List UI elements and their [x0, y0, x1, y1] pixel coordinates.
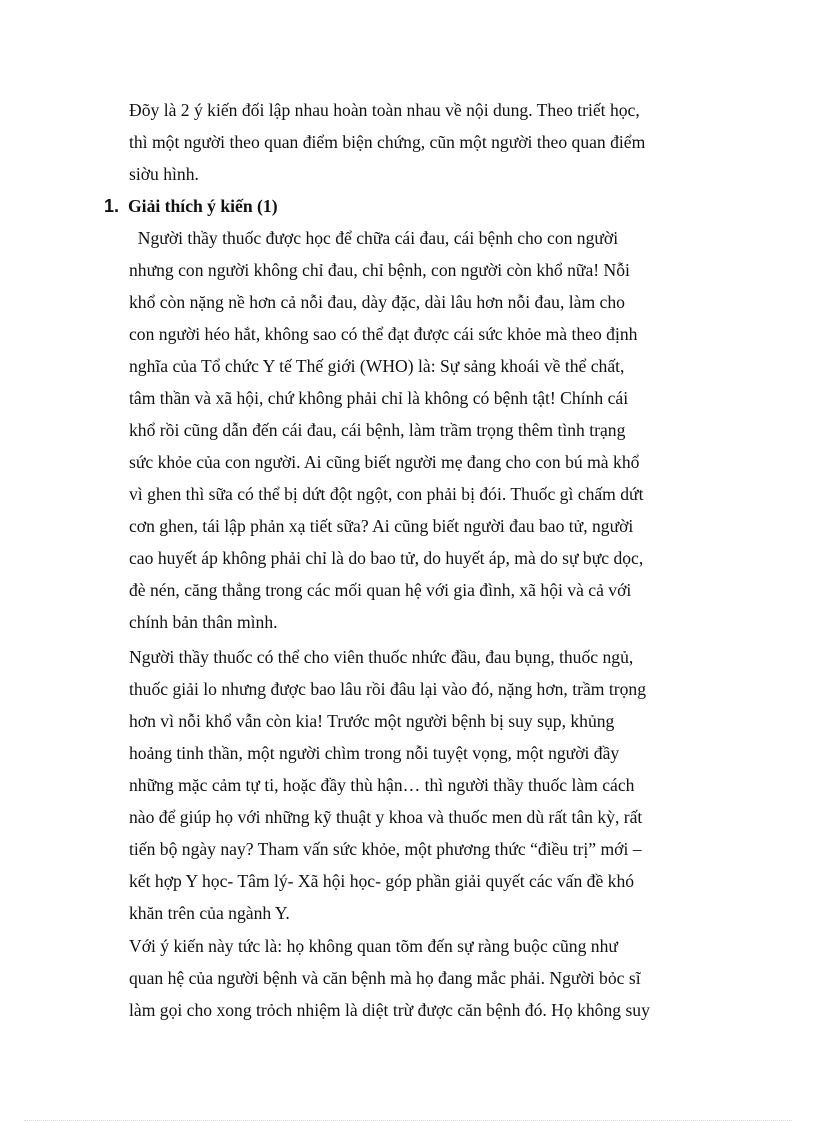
paragraph1-line: khổ rồi cũng dẫn đến cái đau, cái bệnh, làm trầm trọng thêm tình trạng: [129, 420, 626, 440]
section-title: Giải thích ý kiến (1): [128, 196, 278, 216]
intro-line: Đõy là 2 ý kiến đối lập nhau hoàn toàn nhau về nội dung. Theo triết học,: [129, 100, 640, 120]
paragraph2-line: tiến bộ ngày nay? Tham vấn sức khỏe, một phương thức “điều trị” mới –: [129, 839, 642, 859]
paragraph3-line: Với ý kiến này tức là: họ không quan tõm đến sự ràng buộc cũng như: [129, 936, 618, 956]
paragraph1-line: con người héo hắt, không sao có thể đạt được cái sức khỏe mà theo định: [129, 324, 638, 344]
paragraph1-line: vì ghen thì sữa có thể bị dứt đột ngột, con phải bị đói. Thuốc gì chấm dứt: [129, 484, 644, 504]
paragraph1-line: nhưng con người không chỉ đau, chỉ bệnh, con người còn khổ nữa! Nỗi: [129, 260, 630, 280]
paragraph1-line: sức khỏe của con người. Ai cũng biết người mẹ đang cho con bú mà khổ: [129, 452, 640, 472]
paragraph2-line: những mặc cảm tự ti, hoặc đầy thù hận… thì người thầy thuốc làm cách: [129, 775, 635, 795]
page-bottom-divider: [24, 1120, 792, 1121]
paragraph2-line: Người thầy thuốc có thể cho viên thuốc nhức đầu, đau bụng, thuốc ngủ,: [129, 647, 634, 667]
paragraph1-line: nghĩa của Tổ chức Y tế Thế giới (WHO) là: Sự sảng khoái về thể chất,: [129, 356, 625, 376]
paragraph2-line: hoảng tinh thần, một người chìm trong nỗi tuyệt vọng, một người đầy: [129, 743, 620, 763]
paragraph1-line: cơn ghen, tái lập phản xạ tiết sữa? Ai cũng biết người đau bao tử, người: [129, 516, 634, 536]
paragraph1-line: tâm thần và xã hội, chứ không phải chỉ là không có bệnh tật! Chính cái: [129, 388, 629, 408]
intro-line: siờu hình.: [129, 164, 199, 184]
paragraph1-line: Người thầy thuốc được học để chữa cái đau, cái bệnh cho con người: [129, 228, 619, 248]
paragraph2-line: khăn trên của ngành Y.: [129, 903, 290, 923]
intro-line: thì một người theo quan điểm biện chứng, cũn một người theo quan điểm: [129, 132, 646, 152]
section-heading: [104, 190, 278, 222]
paragraph1-line: cao huyết áp không phải chỉ là do bao tử, do huyết áp, mà do sự bực dọc,: [129, 548, 644, 568]
section-number: 1.: [104, 196, 120, 216]
paragraph1-line: khổ còn nặng nề hơn cả nỗi đau, dày đặc, dài lâu hơn nỗi đau, làm cho: [129, 292, 625, 312]
paragraph3-line: quan hệ của người bệnh và căn bệnh mà họ đang mắc phải. Người bỏc sĩ: [129, 968, 641, 988]
paragraph2-line: hơn vì nỗi khổ vẫn còn kia! Trước một người bệnh bị suy sụp, khủng: [129, 711, 615, 731]
paragraph1-line: chính bản thân mình.: [129, 612, 278, 632]
paragraph2-line: thuốc giải lo nhưng được bao lâu rồi đâu lại vào đó, nặng hơn, trầm trọng: [129, 679, 646, 699]
paragraph2-line: nào để giúp họ với những kỹ thuật y khoa và thuốc men dù rất tân kỳ, rất: [129, 807, 643, 827]
paragraph3-line: làm gọi cho xong trỏch nhiệm là diệt trừ được căn bệnh đó. Họ không suy: [129, 1000, 650, 1020]
paragraph1-line: đè nén, căng thẳng trong các mối quan hệ với gia đình, xã hội và cả với: [129, 580, 632, 600]
paragraph2-line: kết hợp Y học- Tâm lý- Xã hội học- góp phần giải quyết các vấn đề khó: [129, 871, 635, 891]
